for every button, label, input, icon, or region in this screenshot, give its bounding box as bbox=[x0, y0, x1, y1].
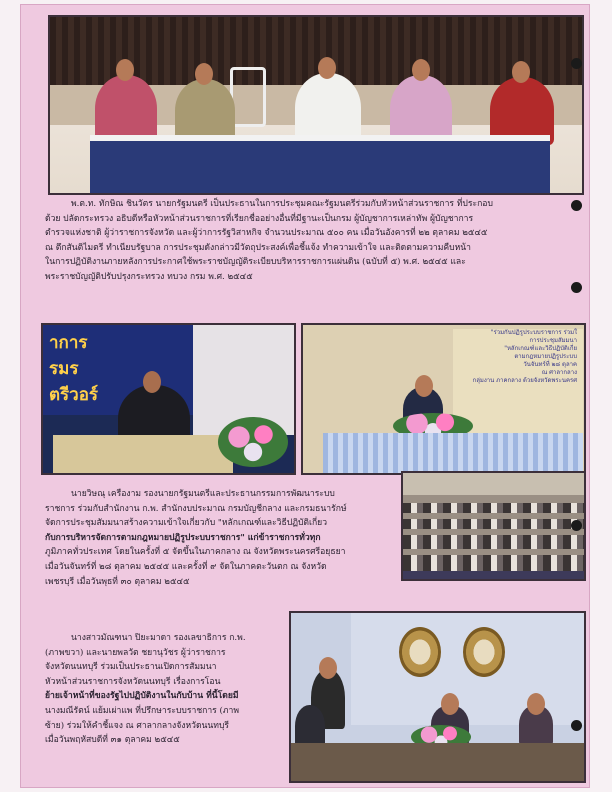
p1-line: พระราชบัญญัติปรับปรุงกระทรวง ทบวง กรม พ.ศ. ๒๕๔๕ bbox=[45, 271, 253, 282]
p3-line: หัวหน้าส่วนราชการจังหวัดนนทบุรี เรื่องการโอน bbox=[45, 676, 221, 687]
seminar-audience-photo bbox=[401, 471, 586, 581]
p2-line: กับการบริหารจัดการตามกฎหมายปฏิรูประบบราชการ" แก่ข้าราชการทั่วทุก bbox=[45, 532, 321, 543]
p1-line: ด้วย ปลัดกระทรวง อธิบดีหรือหัวหน้าส่วนราชการที่เรียกชื่ออย่างอื่นที่มีฐานะเป็นกรม ผู้บัญชาการเหล่าทัพ ผู้บัญชาการ bbox=[45, 213, 474, 224]
p3-line: เมื่อวันพฤหัสบดีที่ ๓๑ ตุลาคม ๒๕๔๕ bbox=[45, 735, 180, 746]
p3-line: จังหวัดนนทบุรี ร่วมเป็นประธานเปิดการสัมมนา bbox=[45, 662, 217, 673]
banner-line: การประชุมสัมมนา bbox=[529, 337, 577, 344]
p2-line: ภูมิภาคทั่วประเทศ โดยในครั้งที่ ๕ จัดขึ้นในภาคกลาง ณ จังหวัดพระนครศรีอยุธยา bbox=[45, 547, 346, 558]
banner-line: ตามกฎหมายปฏิรูประบบ bbox=[514, 353, 577, 360]
p3-line: (ภาพขวา) และนายพลวัต ชยานุวัชร ผู้ว่าราชการ bbox=[45, 647, 226, 658]
p2-line: จัดการประชุมสัมมนาสร้างความเข้าใจเกี่ยวกับ "หลักเกณฑ์และวิธีปฏิบัติเกี่ยว bbox=[45, 518, 328, 529]
p3-line: นางมณีรัตน์ แย้มเผ่าแพ ที่ปรึกษาระบบราชการ (ภาพ bbox=[45, 705, 240, 716]
p2-line: นายวิษณุ เครืองาม รองนายกรัฐมนตรีและประธานกรรมการพัฒนาระบบ bbox=[71, 489, 335, 499]
binder-hole-icon bbox=[571, 720, 582, 731]
cabinet-meeting-photo bbox=[48, 15, 584, 195]
binder-hole-icon bbox=[571, 58, 582, 69]
screen-text: าการ bbox=[49, 333, 88, 353]
binder-hole-icon bbox=[571, 200, 582, 211]
screen-text: รมร bbox=[49, 359, 79, 379]
banner-line: วันจันทร์ที่ ๒๘ ตุลาค bbox=[523, 361, 577, 368]
article-paragraph-2 bbox=[45, 487, 401, 589]
seminar-banner bbox=[453, 329, 583, 439]
article-paragraph-3 bbox=[45, 631, 285, 748]
article-paragraph-1 bbox=[45, 197, 585, 285]
royal-medallion-icon bbox=[399, 627, 441, 677]
banner-line: กลุ่มงาน ภาคกลาง ด้วยจังหวัดพระนครศ bbox=[472, 377, 577, 384]
nonthaburi-seminar-photo bbox=[289, 611, 586, 783]
p2-line: เมื่อวันจันทร์ที่ ๒๘ ตุลาคม ๒๕๔๕ และครั้งที่ ๙ จัดในภาคตะวันตก ณ จังหวัด bbox=[45, 561, 327, 572]
seminar-stage-photo bbox=[301, 323, 586, 475]
p3-line: ซ้าย) ร่วมให้คำชี้แจง ณ ศาลากลางจังหวัดนนทบุรี bbox=[45, 720, 230, 731]
royal-medallion-icon bbox=[463, 627, 505, 677]
p2-line: ราชการ ร่วมกับสำนักงาน ก.พ. สำนักงบประมาณ กรมบัญชีกลาง และกรมธนารักษ์ bbox=[45, 503, 347, 514]
p3-line: นางสาวมัณฑนา ปิยะมาดา รองเลขาธิการ ก.พ. bbox=[71, 633, 246, 643]
p2-line: เพชรบุรี เมื่อวันพุธที่ ๓๐ ตุลาคม ๒๕๔๕ bbox=[45, 576, 190, 587]
banner-line: "หลักเกณฑ์และวิธีปฏิบัติเกี่ย bbox=[504, 345, 577, 352]
p1-line: ตำรวจแห่งชาติ ผู้ว่าราชการจังหวัด และผู้ว่าการรัฐวิสาหกิจ จำนวนประมาณ ๕๐๐ คน เมื่อวันอังคารที่ ๒๒ ตุลาคม ๒๕๔๕ bbox=[45, 228, 488, 239]
p3-line: ย้ายเจ้าหน้าที่ของรัฐไปปฏิบัติงานในกับบ้าน ที่นี้โดยมี bbox=[45, 691, 239, 702]
magazine-page bbox=[20, 4, 590, 788]
binder-hole-icon bbox=[571, 282, 582, 293]
banner-line: ณ ศาลากลาง bbox=[541, 369, 577, 376]
p1-line: ณ ตึกสันติไมตรี ทำเนียบรัฐบาล การประชุมดังกล่าวมีวัตถุประสงค์เพื่อชี้แจ้ง ทำความเข้าใจ และติดตามความคืบหน้า bbox=[45, 242, 471, 253]
speaker-podium-photo bbox=[41, 323, 296, 475]
binder-hole-icon bbox=[571, 520, 582, 531]
p1-line: พ.ต.ท. ทักษิณ ชินวัตร นายกรัฐมนตรี เป็นประธานในการประชุมคณะรัฐมนตรีร่วมกับหัวหน้าส่วนราชการ ที่ประกอบ bbox=[71, 199, 493, 209]
banner-line: "ร่วมกันปฏิรูประบบราชการ ร่วมใ bbox=[490, 329, 577, 336]
screen-text: ตรีวอร์ bbox=[49, 385, 99, 405]
p1-line: ในการปฏิบัติงานภายหลังการประกาศใช้พระราชบัญญัติระเบียบบริหารราชการแผ่นดิน (ฉบับที่ ๕) พ.ศ. ๒๕๔๕ และ bbox=[45, 257, 466, 268]
